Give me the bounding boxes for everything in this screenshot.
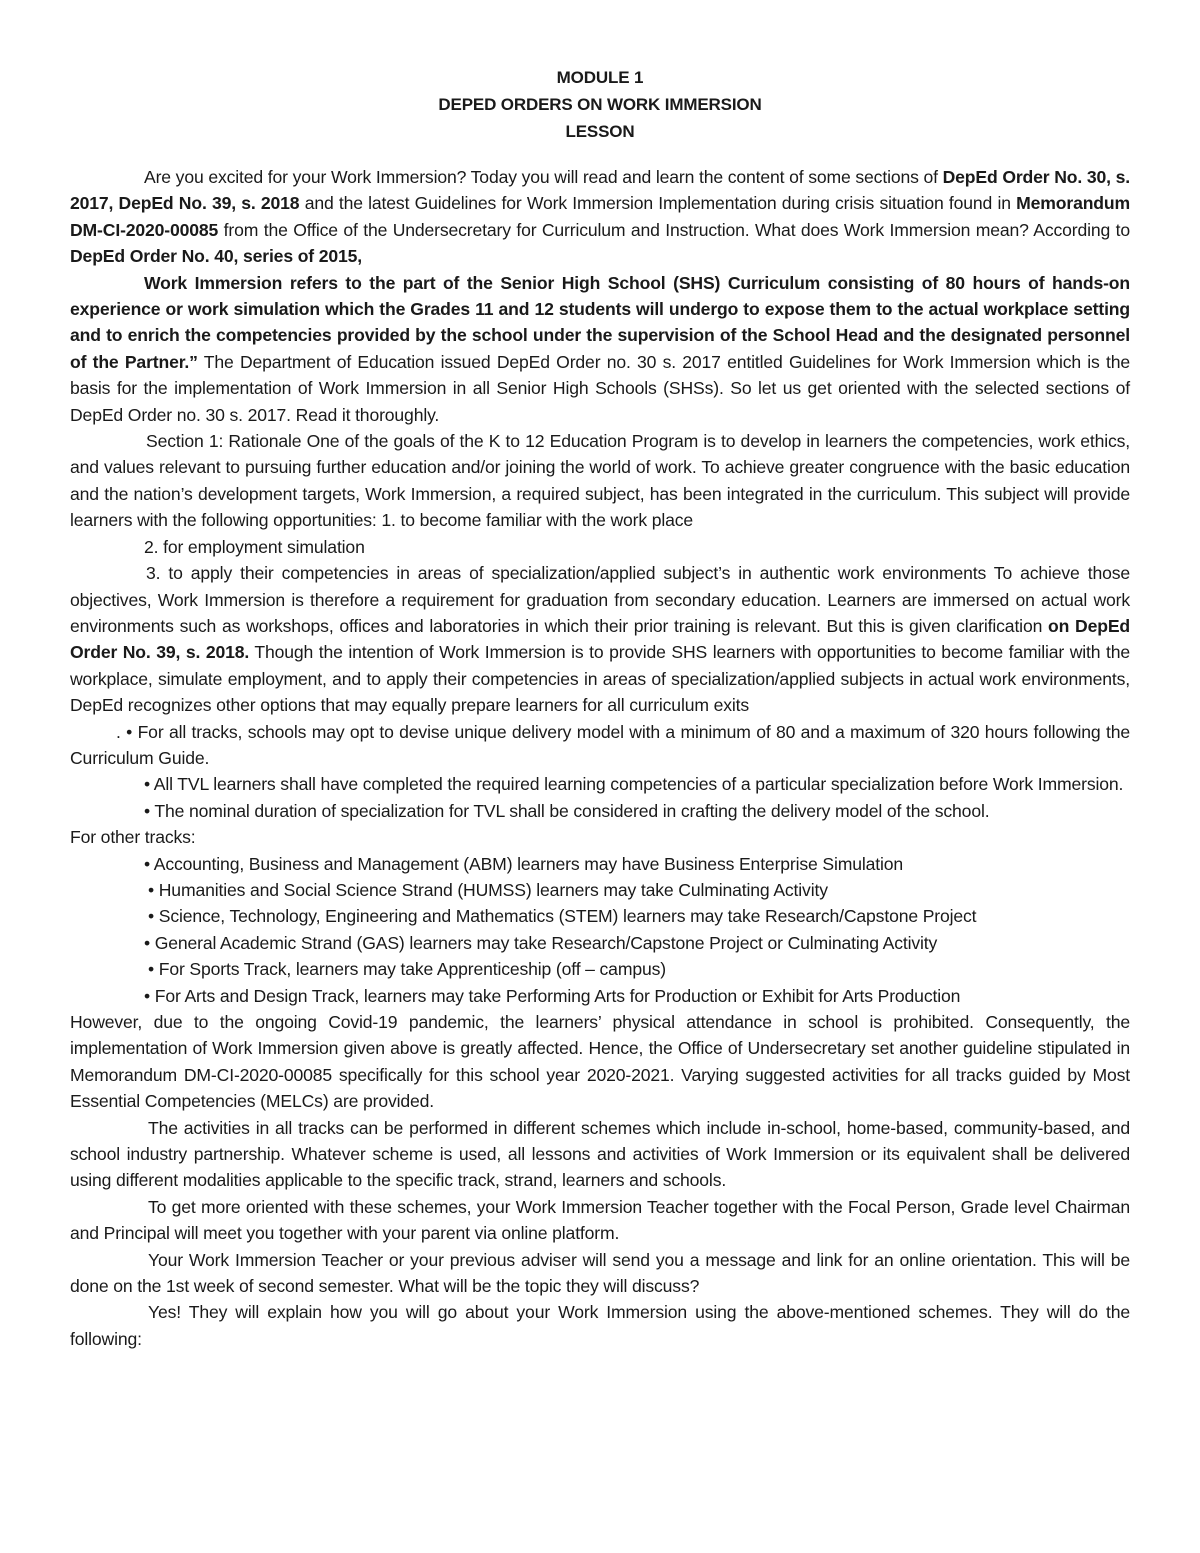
oriented-paragraph: To get more oriented with these schemes, your Work Immersion Teacher together with the Focal Person, Grade level Chairman and Principal will meet you together with your parent via online platform. (70, 1196, 1130, 1244)
track-item-sports: • For Sports Track, learners may take Apprenticeship (off – campus) (148, 959, 666, 980)
track-item-gas: • General Academic Strand (GAS) learners may take Research/Capstone Project or Culminating Activity (144, 932, 938, 953)
definition-paragraph: Work Immersion refers to the part of the Senior High School (SHS) Curriculum consisting of 80 hours of hands-on experience or work simulation which the Grades 11 and 12 students will undergo to expose them to the actual workplace setting and to enrich the competencies provided by the school under the supervision of the School Head and the designated personnel of the Partner.” The Department of Education issued DepEd Order no. 30 s. 2017 entitled Guidelines for Work Immersion which is the basis for the implementation of Work Immersion in all Senior High Schools (SHSs). So let us get oriented with the selected sections of DepEd Order no. 30 s. 2017. Read it thoroughly. (70, 272, 1130, 425)
track-item-abm: • Accounting, Business and Management (ABM) learners may have Business Enterprise Simulation (144, 853, 904, 874)
track-item-humss: • Humanities and Social Science Strand (HUMSS) learners may take Culminating Activity (148, 879, 828, 900)
module-title: DEPED ORDERS ON WORK IMMERSION (438, 95, 762, 114)
list-item-2: 2. for employment simulation (144, 536, 365, 557)
module-number: MODULE 1 (556, 68, 644, 87)
track-item-arts: • For Arts and Design Track, learners may take Performing Arts for Production or Exhibit for Arts Production (144, 985, 961, 1006)
yes-paragraph: Yes! They will explain how you will go about your Work Immersion using the above-mentioned schemes. They will do the following: (70, 1302, 1130, 1349)
bullet-tvl-duration: • The nominal duration of specialization for TVL shall be considered in crafting the delivery model of the school. (144, 800, 990, 821)
message-paragraph: Your Work Immersion Teacher or your previous adviser will send you a message and link for an online orientation. This will be done on the 1st week of second semester. What will be the topic they will discuss? (70, 1249, 1130, 1297)
covid-paragraph: However, due to the ongoing Covid-19 pandemic, the learners’ physical attendance in school is prohibited. Consequently, the implementation of Work Immersion given above is greatly affected. Hence, the Office of Undersecretary set another guideline stipulated in Memorandum DM-CI-2020-00085 specifically for this school year 2020-2021. Varying suggested activities for all tracks guided by Most Essential Competencies (MELCs) are provided. (70, 1012, 1130, 1112)
schemes-paragraph: The activities in all tracks can be performed in different schemes which include in-school, home-based, community-based, and school industry partnership. Whatever scheme is used, all lessons and activities of Work Immersion or its equivalent shall be delivered using different modalities applicable to the specific track, strand, learners and schools. (70, 1117, 1130, 1191)
intro-paragraph: Are you excited for your Work Immersion? Today you will read and learn the content of some sections of DepEd Order No. 30, s. 2017, DepEd No. 39, s. 2018 and the latest Guidelines for Work Immersion Implementation during crisis situation found in Memorandum DM-CI-2020-00085 from the Office of the Undersecretary for Curriculum and Instruction. What does Work Immersion mean? According to DepEd Order No. 40, series of 2015, (70, 167, 1130, 267)
list-item-3: 3. to apply their competencies in areas of specialization/applied subject’s in authentic work environments To achieve those objectives, Work Immersion is therefore a requirement for graduation from secondary education. Learners are immersed on actual work environments such as workshops, offices and laboratories in which their prior training is relevant. But this is given clarification on DepEd Order No. 39, s. 2018. Though the intention of Work Immersion is to provide SHS learners with opportunities to become familiar with the workplace, simulate employment, and to apply their competencies in areas of specialization/applied subjects in actual work environments, DepEd recognizes other options that may equally prepare learners for all curriculum exits (70, 563, 1130, 716)
section1-paragraph: Section 1: Rationale One of the goals of the K to 12 Education Program is to develop in learners the competencies, work ethics, and values relevant to pursuing further education and/or joining the world of work. To achieve greater congruence with the basic education and the nation’s development targets, Work Immersion, a required subject, has been integrated in the curriculum. This subject will provide learners with the following opportunities: 1. to become familiar with the work place (70, 431, 1130, 531)
track-item-stem: • Science, Technology, Engineering and Mathematics (STEM) learners may take Research/Capstone Project (148, 906, 977, 927)
other-tracks-label: For other tracks: (70, 827, 196, 848)
bullet-all-tracks: . • For all tracks, schools may opt to devise unique delivery model with a minimum of 80 and a maximum of 320 hours following the Curriculum Guide. (70, 721, 1130, 768)
module-heading (70, 64, 1130, 145)
bullet-tvl-competencies: • All TVL learners shall have completed the required learning competencies of a particular specialization before Work Immersion. (144, 774, 1124, 795)
lesson-label: LESSON (565, 122, 635, 141)
